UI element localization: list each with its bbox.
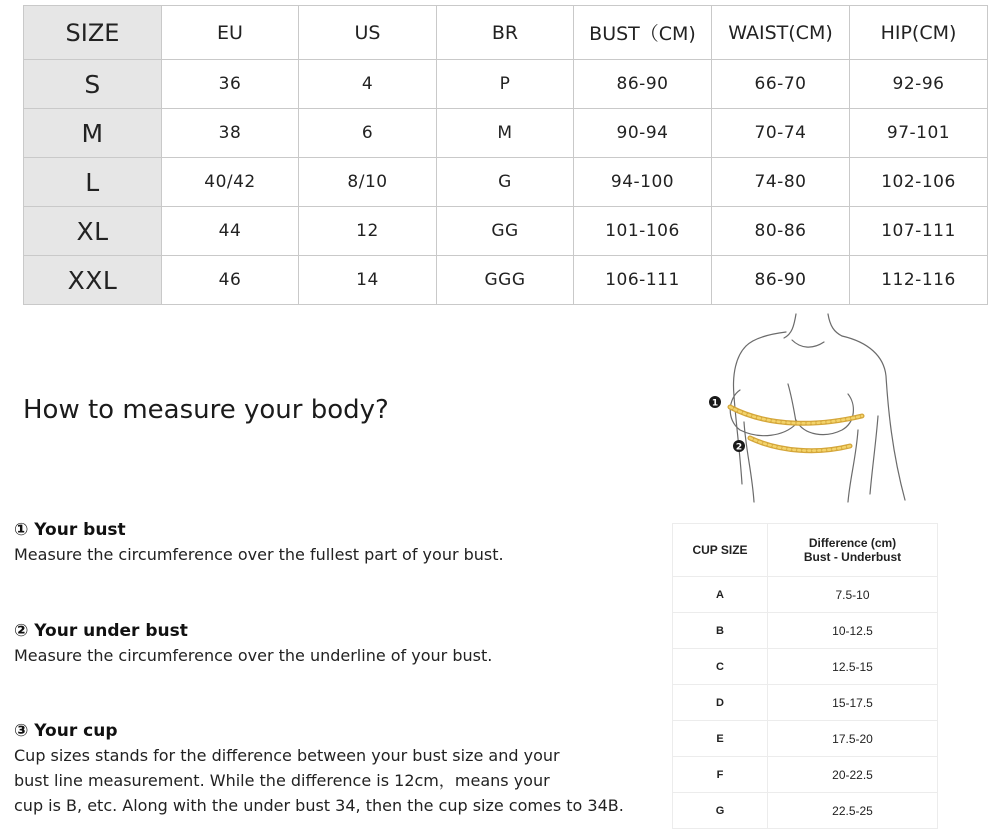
hip-cell: 107-111 [850, 207, 988, 256]
size-label: XXL [24, 256, 162, 305]
size-label: M [24, 109, 162, 158]
table-row [673, 577, 938, 613]
step-bust-text: Measure the circumference over the fullest part of your bust. [14, 545, 504, 564]
table-row [673, 793, 938, 829]
step-cup-text-line-2: bust line measurement. While the difference is 12cm，means your [14, 771, 550, 790]
hip-cell: 112-116 [850, 256, 988, 305]
header-hip: HIP(CM) [850, 6, 988, 60]
cup-header-difference-line-1: Difference (cm) [808, 536, 897, 550]
cup-difference-cell: 20-22.5 [768, 757, 938, 793]
step-cup-text-line-3: cup is B, etc. Along with the under bust 34, then the cup size comes to 34B. [14, 796, 624, 815]
cup-difference-cell: 10-12.5 [768, 613, 938, 649]
br-cell: GG [437, 207, 574, 256]
eu-cell: 40/42 [162, 158, 299, 207]
step-under-bust-title: ② Your under bust [14, 621, 188, 641]
table-row [24, 207, 988, 256]
marker-1-label: 1 [711, 398, 719, 409]
cup-header-difference [768, 524, 938, 577]
br-cell: GGG [437, 256, 574, 305]
cup-header-cup-size: CUP SIZE [673, 524, 768, 577]
table-row [673, 649, 938, 685]
hip-cell: 102-106 [850, 158, 988, 207]
measure-heading: How to measure your body? [23, 395, 389, 425]
table-row [673, 721, 938, 757]
step-cup-title: ③ Your cup [14, 721, 118, 741]
cup-header-row [673, 524, 938, 577]
cup-letter-cell: G [673, 793, 768, 829]
bust-cell: 101-106 [574, 207, 712, 256]
marker-2-label: 2 [735, 442, 743, 453]
header-size: SIZE [24, 6, 162, 60]
cup-difference-cell: 7.5-10 [768, 577, 938, 613]
cup-letter-cell: C [673, 649, 768, 685]
hip-cell: 92-96 [850, 60, 988, 109]
cup-header-difference-line-2: Bust - Underbust [803, 550, 902, 564]
step-under-bust-text: Measure the circumference over the underline of your bust. [14, 646, 493, 665]
eu-cell: 38 [162, 109, 299, 158]
cup-difference-cell: 15-17.5 [768, 685, 938, 721]
us-cell: 14 [299, 256, 437, 305]
cup-difference-cell: 22.5-25 [768, 793, 938, 829]
cup-letter-cell: E [673, 721, 768, 757]
us-cell: 8/10 [299, 158, 437, 207]
table-row [24, 109, 988, 158]
waist-cell: 74-80 [712, 158, 850, 207]
step-bust [14, 518, 679, 567]
step-cup-text-line-1: Cup sizes stands for the difference between your bust size and your [14, 746, 560, 765]
header-bust: BUST（CM) [574, 6, 712, 60]
size-label: XL [24, 207, 162, 256]
us-cell: 6 [299, 109, 437, 158]
cup-letter-cell: D [673, 685, 768, 721]
br-cell: G [437, 158, 574, 207]
br-cell: M [437, 109, 574, 158]
header-eu: EU [162, 6, 299, 60]
size-chart-table [23, 5, 988, 305]
waist-cell: 80-86 [712, 207, 850, 256]
br-cell: P [437, 60, 574, 109]
eu-cell: 36 [162, 60, 299, 109]
header-waist: WAIST(CM) [712, 6, 850, 60]
step-under-bust [14, 619, 679, 668]
size-chart-header-row [24, 6, 988, 60]
header-br: BR [437, 6, 574, 60]
size-label: S [24, 60, 162, 109]
bust-cell: 90-94 [574, 109, 712, 158]
bust-cell: 106-111 [574, 256, 712, 305]
cup-difference-cell: 17.5-20 [768, 721, 938, 757]
table-row [673, 613, 938, 649]
cup-size-table [672, 523, 938, 829]
us-cell: 4 [299, 60, 437, 109]
waist-cell: 70-74 [712, 109, 850, 158]
header-us: US [299, 6, 437, 60]
bust-cell: 94-100 [574, 158, 712, 207]
table-row [673, 757, 938, 793]
table-row [24, 256, 988, 305]
marker-2-badge [733, 440, 745, 453]
step-cup [14, 719, 679, 818]
step-bust-title: ① Your bust [14, 520, 126, 540]
table-row [673, 685, 938, 721]
us-cell: 12 [299, 207, 437, 256]
waist-cell: 86-90 [712, 256, 850, 305]
cup-letter-cell: A [673, 577, 768, 613]
cup-letter-cell: B [673, 613, 768, 649]
cup-letter-cell: F [673, 757, 768, 793]
body-measure-illustration [700, 312, 915, 507]
bust-cell: 86-90 [574, 60, 712, 109]
table-row [24, 60, 988, 109]
table-row [24, 158, 988, 207]
marker-1-badge [709, 396, 721, 409]
hip-cell: 97-101 [850, 109, 988, 158]
waist-cell: 66-70 [712, 60, 850, 109]
eu-cell: 44 [162, 207, 299, 256]
size-label: L [24, 158, 162, 207]
eu-cell: 46 [162, 256, 299, 305]
cup-difference-cell: 12.5-15 [768, 649, 938, 685]
